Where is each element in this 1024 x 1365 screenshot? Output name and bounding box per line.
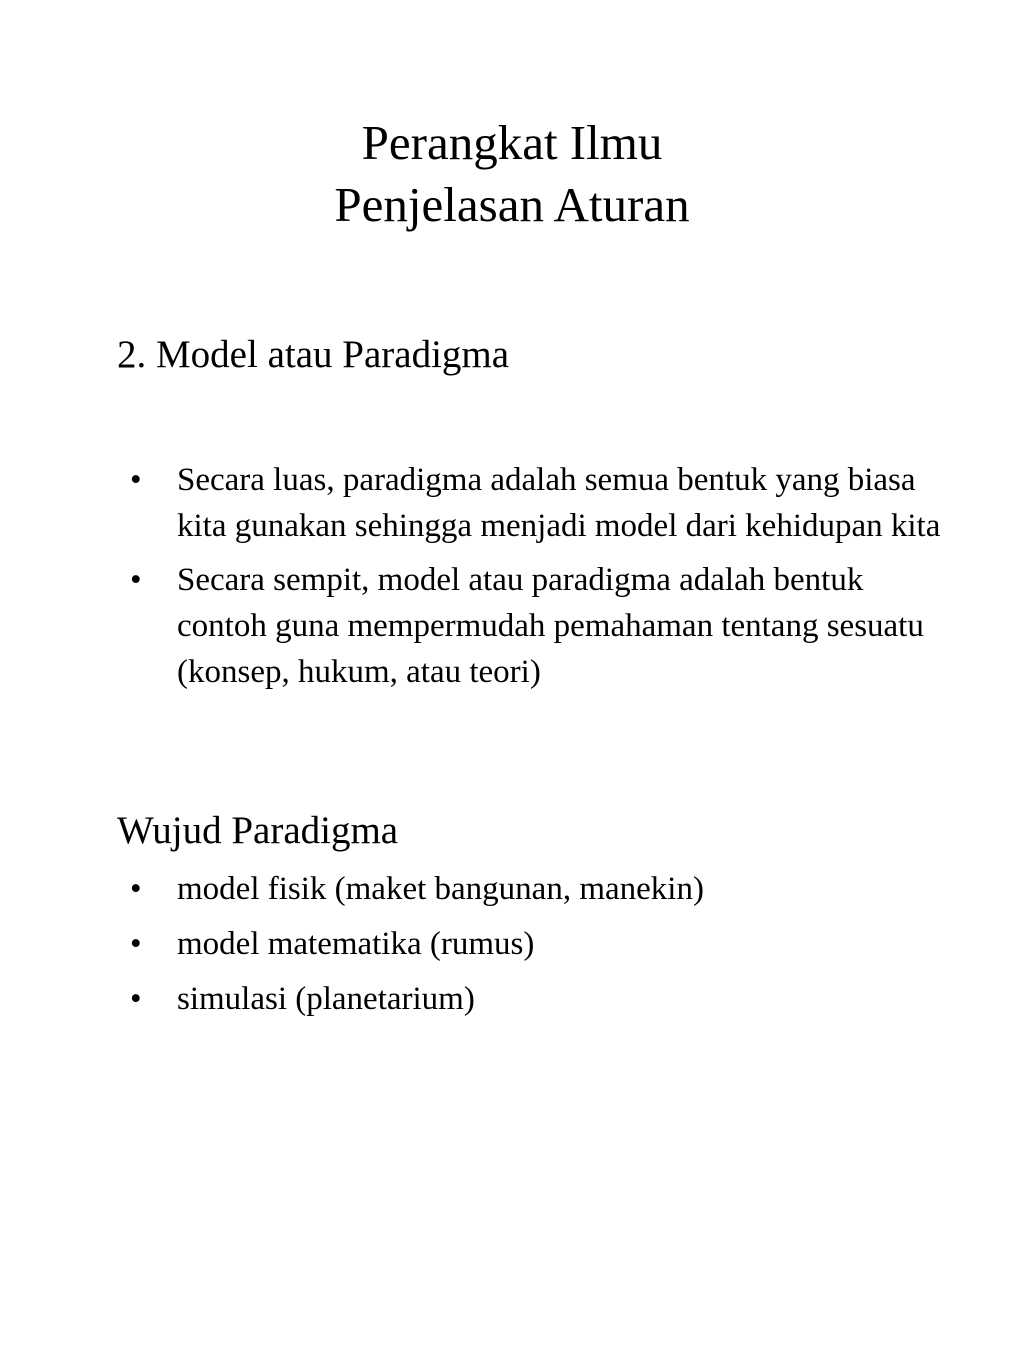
bullet-text: simulasi (planetarium) xyxy=(177,981,475,1017)
bullet-dot: • xyxy=(130,871,142,907)
title-line-1: Perangkat Ilmu xyxy=(361,115,663,170)
section-heading-model: 2. Model atau Paradigma xyxy=(117,333,510,376)
bullet-dot: • xyxy=(130,462,142,498)
list-item xyxy=(0,976,947,1022)
bullet-dot: • xyxy=(130,981,142,1017)
bullet-text: Secara sempit, model atau paradigma adalah bentuk contoh guna mempermudah pemahaman tentang sesuatu (konsep, hukum, atau teori) xyxy=(177,562,924,690)
list-item xyxy=(0,921,947,967)
slide-title xyxy=(0,112,1024,236)
list-item xyxy=(0,557,947,695)
list-item xyxy=(0,866,947,912)
list-item xyxy=(0,457,947,549)
title-line-2: Penjelasan Aturan xyxy=(334,177,690,232)
bullet-dot: • xyxy=(130,926,142,962)
bullet-text: model matematika (rumus) xyxy=(177,926,535,962)
bullet-text: Secara luas, paradigma adalah semua bentuk yang biasa kita gunakan sehingga menjadi model dari kehidupan kita xyxy=(177,462,941,544)
wujud-bullet-list xyxy=(0,866,947,1022)
section-heading-wujud: Wujud Paradigma xyxy=(117,809,399,852)
model-bullet-list xyxy=(0,457,947,695)
bullet-dot: • xyxy=(130,562,142,598)
bullet-text: model fisik (maket bangunan, manekin) xyxy=(177,871,704,907)
